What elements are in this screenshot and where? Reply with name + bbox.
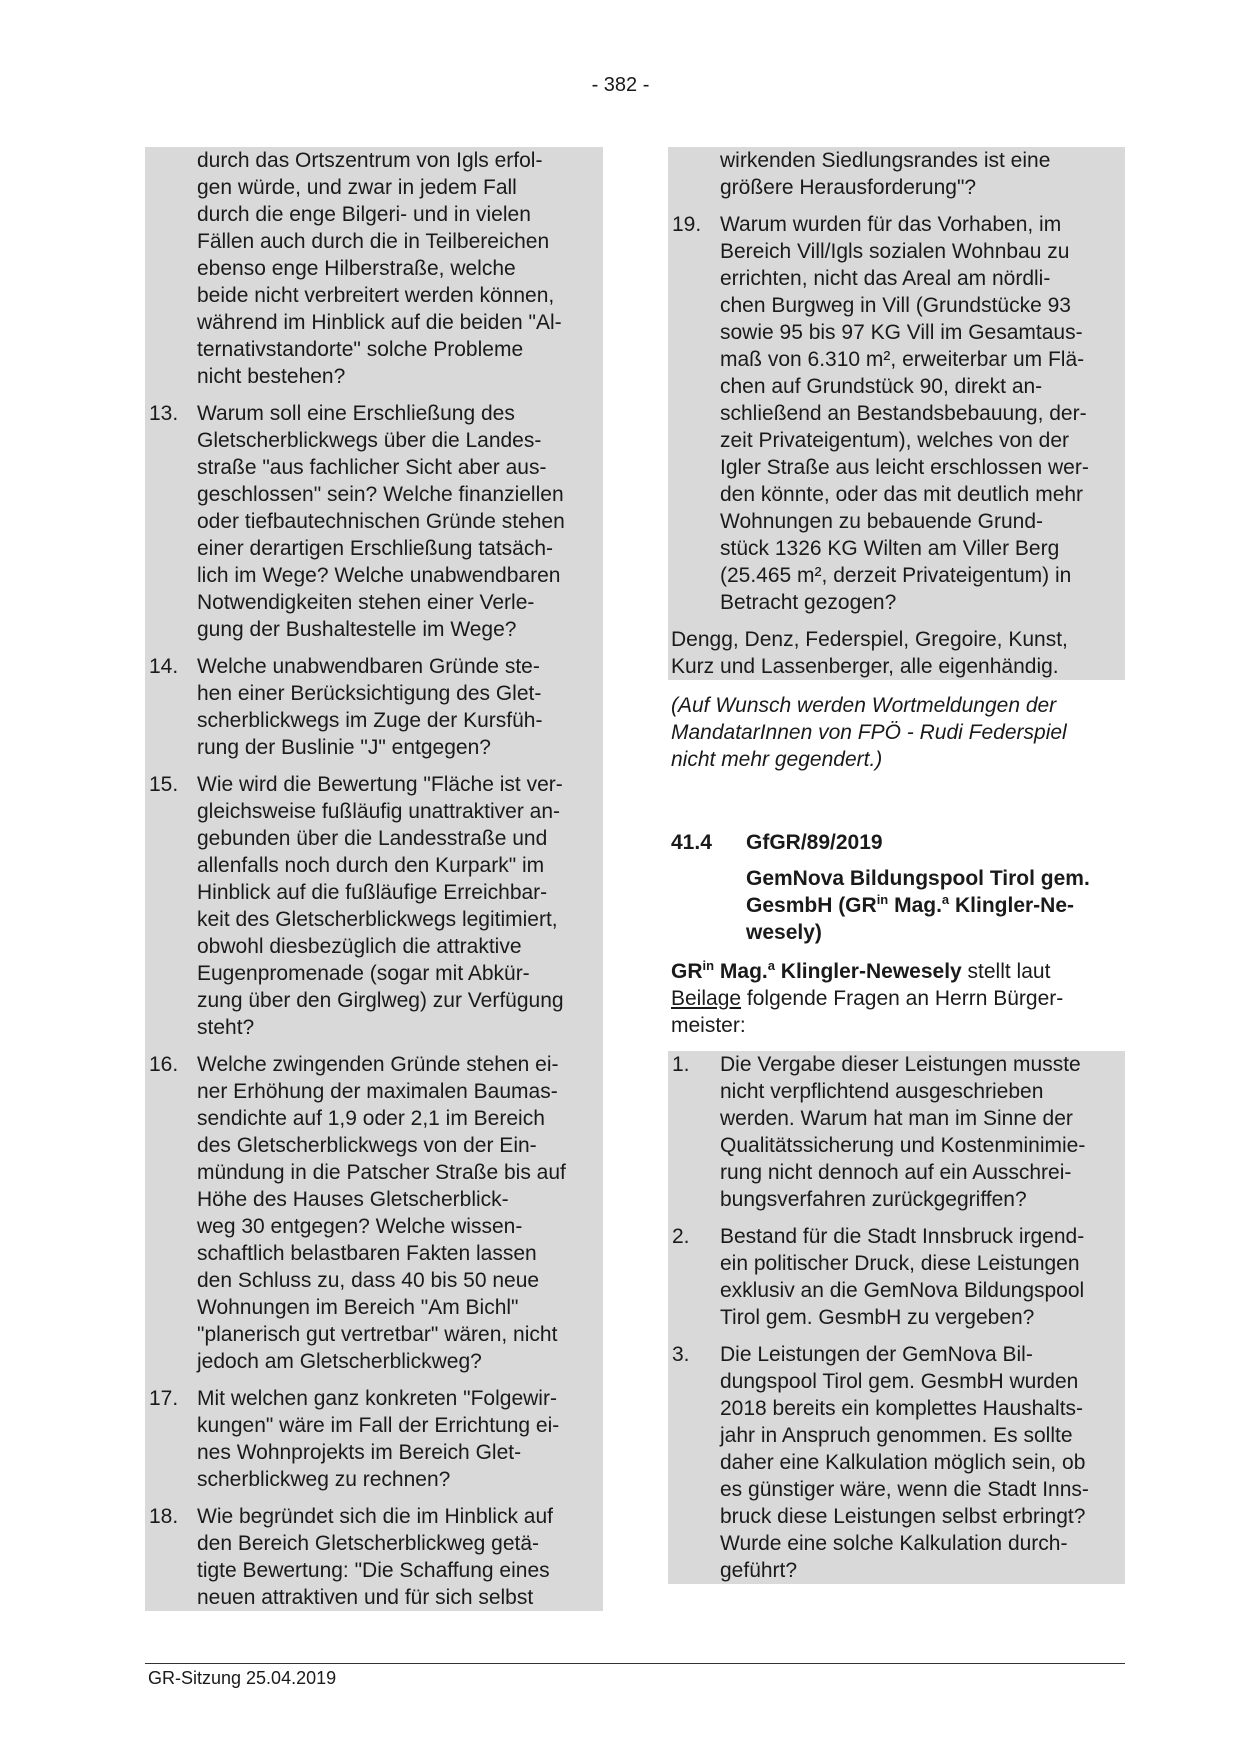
intro-paragraph: $GR^{in}$ Mag.$^a$ Klingler-Newesely stellt laut Beilage folgende Fragen an Herrn Bürger- meister: (671, 958, 1064, 1037)
text-line: Bereich Vill/Igls sozialen Wohnbau zu (720, 240, 1070, 263)
footer-divider (145, 1663, 1125, 1664)
text-line: es günstiger wäre, wenn die Stadt Inns- (720, 1478, 1089, 1501)
text-line: geführt? (720, 1559, 798, 1582)
text-line: Notwendigkeiten stehen einer Verle- (197, 591, 535, 614)
text-line: scherblickweg zu rechnen? (197, 1468, 451, 1491)
text-line: den Schluss zu, dass 40 bis 50 neue (197, 1269, 540, 1292)
text-line: gung der Bushaltestelle im Wege? (197, 618, 517, 641)
text-line: Die Vergabe dieser Leistungen musste (720, 1053, 1081, 1076)
text-line: Bestand für die Stadt Innsbruck irgend- (720, 1225, 1085, 1248)
text-line: rung nicht dennoch auf ein Ausschrei- (720, 1161, 1072, 1184)
continued-text (668, 147, 1125, 201)
text-line: allenfalls noch durch den Kurpark" im (197, 854, 545, 877)
item-number: 13. (149, 402, 179, 425)
text-line: steht? (197, 1016, 255, 1039)
text-line: nicht mehr gegendert.) (671, 748, 883, 771)
text-line: maß von 6.310 m², erweiterbar um Flä- (720, 348, 1085, 371)
text-line: hen einer Berücksichtigung des Glet- (197, 682, 542, 705)
text-line: zeit Privateigentum), welches von der (720, 429, 1069, 452)
text-line: Dengg, Denz, Federspiel, Gregoire, Kunst, (671, 628, 1068, 651)
section-title: GemNova Bildungspool Tirol gem. GesmbH ($GR^{in}$ Mag.$^a$ Klingler-Ne- wesely) (746, 867, 1090, 944)
text-line: ner Erhöhung der maximalen Baumas- (197, 1080, 558, 1103)
section-number: 41.4 (671, 831, 712, 854)
item-number: 1. (672, 1053, 690, 1076)
text-line: "planerisch gut vertretbar" wären, nicht (197, 1323, 558, 1346)
text-line: geschlossen" sein? Welche finanziellen (197, 483, 564, 506)
text-line: bruck diese Leistungen selbst erbringt? (720, 1505, 1086, 1528)
text-line: MandatarInnen von FPÖ - Rudi Federspiel (671, 721, 1067, 744)
item-number: 18. (149, 1505, 179, 1528)
text-line: gebunden über die Landesstraße und (197, 827, 548, 850)
question-14 (145, 653, 603, 761)
text-line: exklusiv an die GemNova Bildungspool (720, 1279, 1085, 1302)
text-line: daher eine Kalkulation möglich sein, ob (720, 1451, 1086, 1474)
text-line: Wie wird die Bewertung "Fläche ist ver- (197, 773, 563, 796)
text-line: Welche zwingenden Gründe stehen ei- (197, 1053, 559, 1076)
text-line: Höhe des Hauses Gletscherblick- (197, 1188, 509, 1211)
text-line: nicht verpflichtend ausgeschrieben (720, 1080, 1044, 1103)
text-line: obwohl diesbezüglich die attraktive (197, 935, 522, 958)
item-number: 15. (149, 773, 179, 796)
question-2 (668, 1223, 1125, 1331)
text-line: weg 30 entgegen? Welche wissen- (197, 1215, 523, 1238)
item-number: 2. (672, 1225, 690, 1248)
question-17 (145, 1385, 603, 1493)
item-number: 3. (672, 1343, 690, 1366)
text-line: durch das Ortszentrum von Igls erfol- (197, 149, 543, 172)
text-line: Betracht gezogen? (720, 591, 897, 614)
text-line: chen auf Grundstück 90, direkt an- (720, 375, 1043, 398)
text-line: keit des Gletscherblickwegs legitimiert, (197, 908, 558, 931)
page-number: - 382 - (591, 74, 650, 96)
item-number: 17. (149, 1387, 179, 1410)
question-1 (668, 1051, 1125, 1213)
text-line: Wurde eine solche Kalkulation durch- (720, 1532, 1068, 1555)
text-line: des Gletscherblickwegs von der Ein- (197, 1134, 537, 1157)
text-line: rung der Buslinie "J" entgegen? (197, 736, 491, 759)
text-line: schließend an Bestandsbebauung, der- (720, 402, 1087, 425)
text-line: Igler Straße aus leicht erschlossen wer- (720, 456, 1089, 479)
question-13 (145, 400, 603, 643)
text-line: werden. Warum hat man im Sinne der (720, 1107, 1073, 1130)
question-3 (668, 1341, 1125, 1584)
text-line: scherblickwegs im Zuge der Kursfüh- (197, 709, 543, 732)
text-line: schaftlich belastbaren Fakten lassen (197, 1242, 537, 1265)
text-line: kungen" wäre im Fall der Errichtung ei- (197, 1414, 560, 1437)
text-line: nes Wohnprojekts im Bereich Glet- (197, 1441, 522, 1464)
section-heading (668, 829, 1125, 856)
text-line: den Bereich Gletscherblickweg getä- (197, 1532, 540, 1555)
question-16 (145, 1051, 603, 1375)
text-line: chen Burgweg in Vill (Grundstücke 93 (720, 294, 1071, 317)
text-line: dungspool Tirol gem. GesmbH wurden (720, 1370, 1079, 1393)
text-line: Kurz und Lassenberger, alle eigenhändig. (671, 655, 1059, 678)
text-line: Die Leistungen der GemNova Bil- (720, 1343, 1033, 1366)
right-column (668, 147, 1125, 1584)
text-line: sowie 95 bis 97 KG Vill im Gesamtaus- (720, 321, 1083, 344)
signers (668, 626, 1125, 680)
section-code: GfGR/89/2019 (746, 831, 883, 854)
text-line: sendichte auf 1,9 oder 2,1 im Bereich (197, 1107, 545, 1130)
text-line: Fällen auch durch die in Teilbereichen (197, 230, 550, 253)
text-line: 2018 bereits ein komplettes Haushalts- (720, 1397, 1084, 1420)
text-line: größere Herausforderung"? (720, 176, 977, 199)
item-number: 14. (149, 655, 179, 678)
text-line: ternativstandorte" solche Probleme (197, 338, 524, 361)
item-number: 19. (672, 213, 702, 236)
text-line: (25.465 m², derzeit Privateigentum) in (720, 564, 1072, 587)
text-line: jedoch am Gletscherblickweg? (197, 1350, 482, 1373)
editorial-note (668, 692, 1125, 773)
text-line: straße "aus fachlicher Sicht aber aus- (197, 456, 547, 479)
text-line: Qualitätssicherung und Kostenminimie- (720, 1134, 1086, 1157)
text-line: Welche unabwendbaren Gründe ste- (197, 655, 540, 678)
text-line: beide nicht verbreitert werden können, (197, 284, 555, 307)
text-line: tigte Bewertung: "Die Schaffung eines (197, 1559, 550, 1582)
text-line: Hinblick auf die fußläufige Erreichbar- (197, 881, 548, 904)
text-line: Wohnungen im Bereich "Am Bichl" (197, 1296, 519, 1319)
text-line: ein politischer Druck, diese Leistungen (720, 1252, 1080, 1275)
text-line: gleichsweise fußläufig unattraktiver an- (197, 800, 561, 823)
text-line: Mit welchen ganz konkreten "Folgewir- (197, 1387, 557, 1410)
text-line: ebenso enge Hilberstraße, welche (197, 257, 516, 280)
text-line: jahr in Anspruch genommen. Es sollte (720, 1424, 1073, 1447)
text-line: während im Hinblick auf die beiden "Al- (197, 311, 562, 334)
text-line: einer derartigen Erschließung tatsäch- (197, 537, 554, 560)
text-line: zung über den Girglweg) zur Verfügung (197, 989, 564, 1012)
text-line: mündung in die Patscher Straße bis auf (197, 1161, 566, 1184)
text-line: lich im Wege? Welche unabwendbaren (197, 564, 561, 587)
text-line: oder tiefbautechnischen Gründe stehen (197, 510, 565, 533)
item-number: 16. (149, 1053, 179, 1076)
text-line: wirkenden Siedlungsrandes ist eine (720, 149, 1051, 172)
continued-text (145, 147, 603, 390)
text-line: den könnte, oder das mit deutlich mehr (720, 483, 1084, 506)
text-line: neuen attraktiven und für sich selbst (197, 1586, 534, 1609)
text-line: Gletscherblickwegs über die Landes- (197, 429, 542, 452)
beilage-link[interactable]: Beilage (671, 987, 742, 1010)
text-line: stück 1326 KG Wilten am Viller Berg (720, 537, 1060, 560)
text-line: nicht bestehen? (197, 365, 346, 388)
text-line: Wie begründet sich die im Hinblick auf (197, 1505, 553, 1528)
text-line: Tirol gem. GesmbH zu vergeben? (720, 1306, 1035, 1329)
text-line: durch die enge Bilgeri- und in vielen (197, 203, 531, 226)
question-15 (145, 771, 603, 1041)
question-19 (668, 211, 1125, 616)
text-line: (Auf Wunsch werden Wortmeldungen der (671, 694, 1057, 717)
question-18 (145, 1503, 603, 1611)
text-line: Warum wurden für das Vorhaben, im (720, 213, 1062, 236)
text-line: bungsverfahren zurückgegriffen? (720, 1188, 1027, 1211)
text-line: gen würde, und zwar in jedem Fall (197, 176, 517, 199)
left-column (145, 147, 603, 1611)
text-line: Eugenpromenade (sogar mit Abkür- (197, 962, 530, 985)
text-line: Wohnungen zu bebauende Grund- (720, 510, 1044, 533)
footer-text: GR-Sitzung 25.04.2019 (148, 1668, 337, 1688)
text-line: Warum soll eine Erschließung des (197, 402, 515, 425)
text-line: errichten, nicht das Areal am nördli- (720, 267, 1051, 290)
